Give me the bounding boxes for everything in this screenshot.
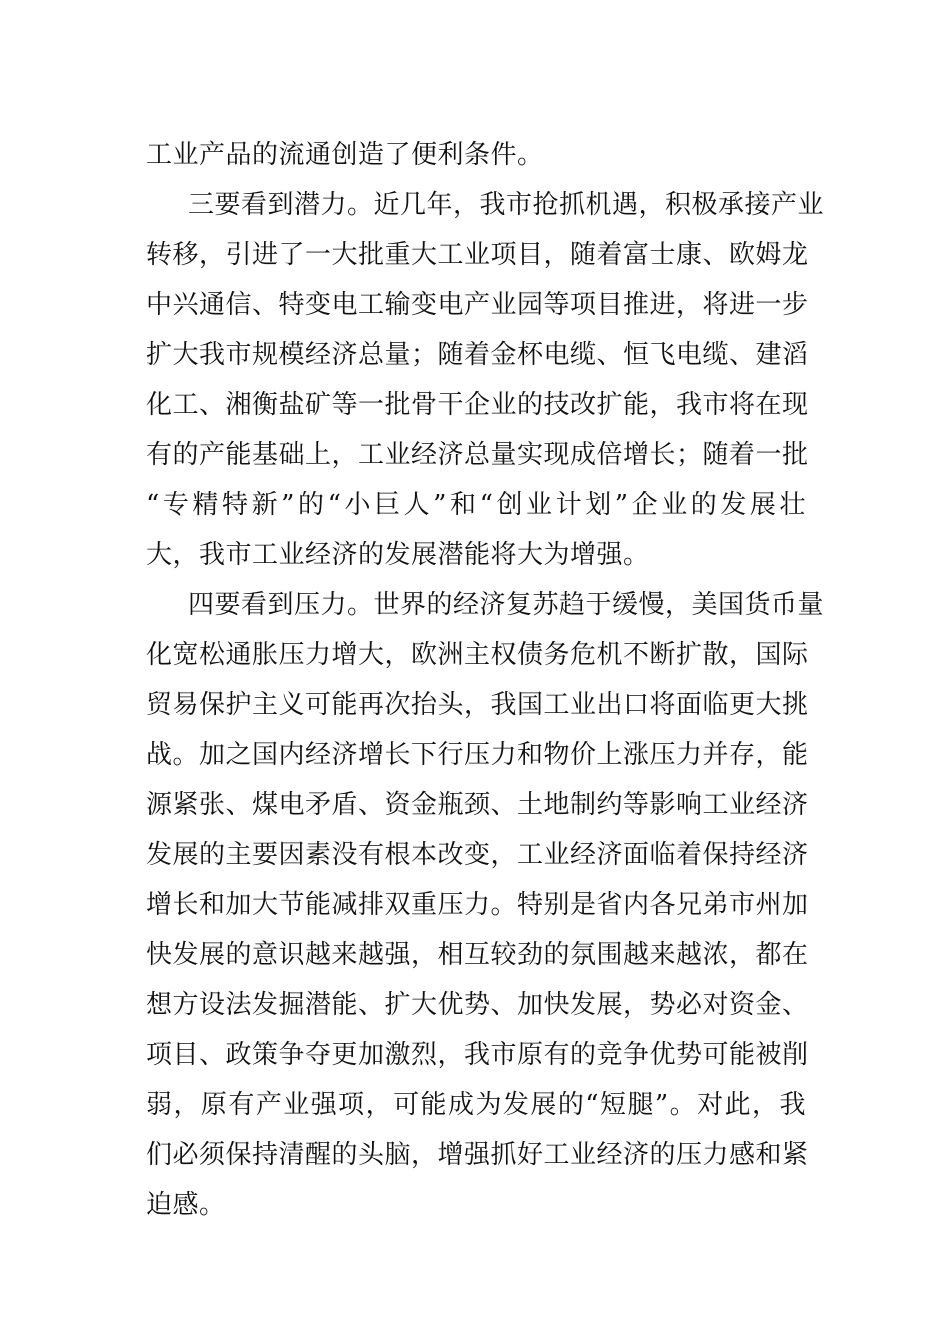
text-line: 中兴通信、特变电工输变电产业园等项目推进，将进一步 — [146, 290, 809, 320]
text-line: 发展的主要因素没有根本改变，工业经济面临着保持经济 — [146, 840, 809, 870]
text-line: 想方设法发掘潜能、扩大优势、加快发展，势必对资金、 — [146, 990, 809, 1020]
text-line: 工业产品的流通创造了便利条件。 — [146, 140, 544, 170]
text-line: 源紧张、煤电矛盾、资金瓶颈、土地制约等影响工业经济 — [146, 790, 809, 820]
text-line: 大，我市工业经济的发展潜能将大为增强。 — [146, 540, 650, 570]
paragraph-first-line: 四要看到压力。世界的经济复苏趋于缓慢，美国货币量 — [188, 590, 825, 620]
text-line: 贸易保护主义可能再次抬头，我国工业出口将面临更大挑 — [146, 690, 809, 720]
text-line: 们必须保持清醒的头脑，增强抓好工业经济的压力感和紧 — [146, 1140, 809, 1170]
text-line: “专精特新”的“小巨人”和“创业计划”企业的发展壮 — [146, 490, 806, 520]
text-line: 弱，原有产业强项，可能成为发展的“短腿”。对此，我 — [146, 1090, 806, 1120]
text-line: 快发展的意识越来越强，相互较劲的氛围越来越浓，都在 — [146, 940, 809, 970]
text-line: 扩大我市规模经济总量；随着金杯电缆、恒飞电缆、建滔 — [146, 340, 809, 370]
text-line: 战。加之国内经济增长下行压力和物价上涨压力并存，能 — [146, 740, 809, 770]
text-line: 迫感。 — [146, 1190, 226, 1220]
text-line: 有的产能基础上，工业经济总量实现成倍增长；随着一批 — [146, 440, 809, 470]
text-line: 增长和加大节能减排双重压力。特别是省内各兄弟市州加 — [146, 890, 809, 920]
document-body — [146, 130, 825, 1230]
text-line: 项目、政策争夺更加激烈，我市原有的竞争优势可能被削 — [146, 1040, 809, 1070]
text-line: 化工、湘衡盐矿等一批骨干企业的技改扩能，我市将在现 — [146, 390, 809, 420]
text-line: 转移，引进了一大批重大工业项目，随着富士康、欧姆龙 — [146, 240, 809, 270]
paragraph-first-line: 三要看到潜力。近几年，我市抢抓机遇，积极承接产业 — [188, 190, 825, 220]
text-line: 化宽松通胀压力增大，欧洲主权债务危机不断扩散，国际 — [146, 640, 809, 670]
